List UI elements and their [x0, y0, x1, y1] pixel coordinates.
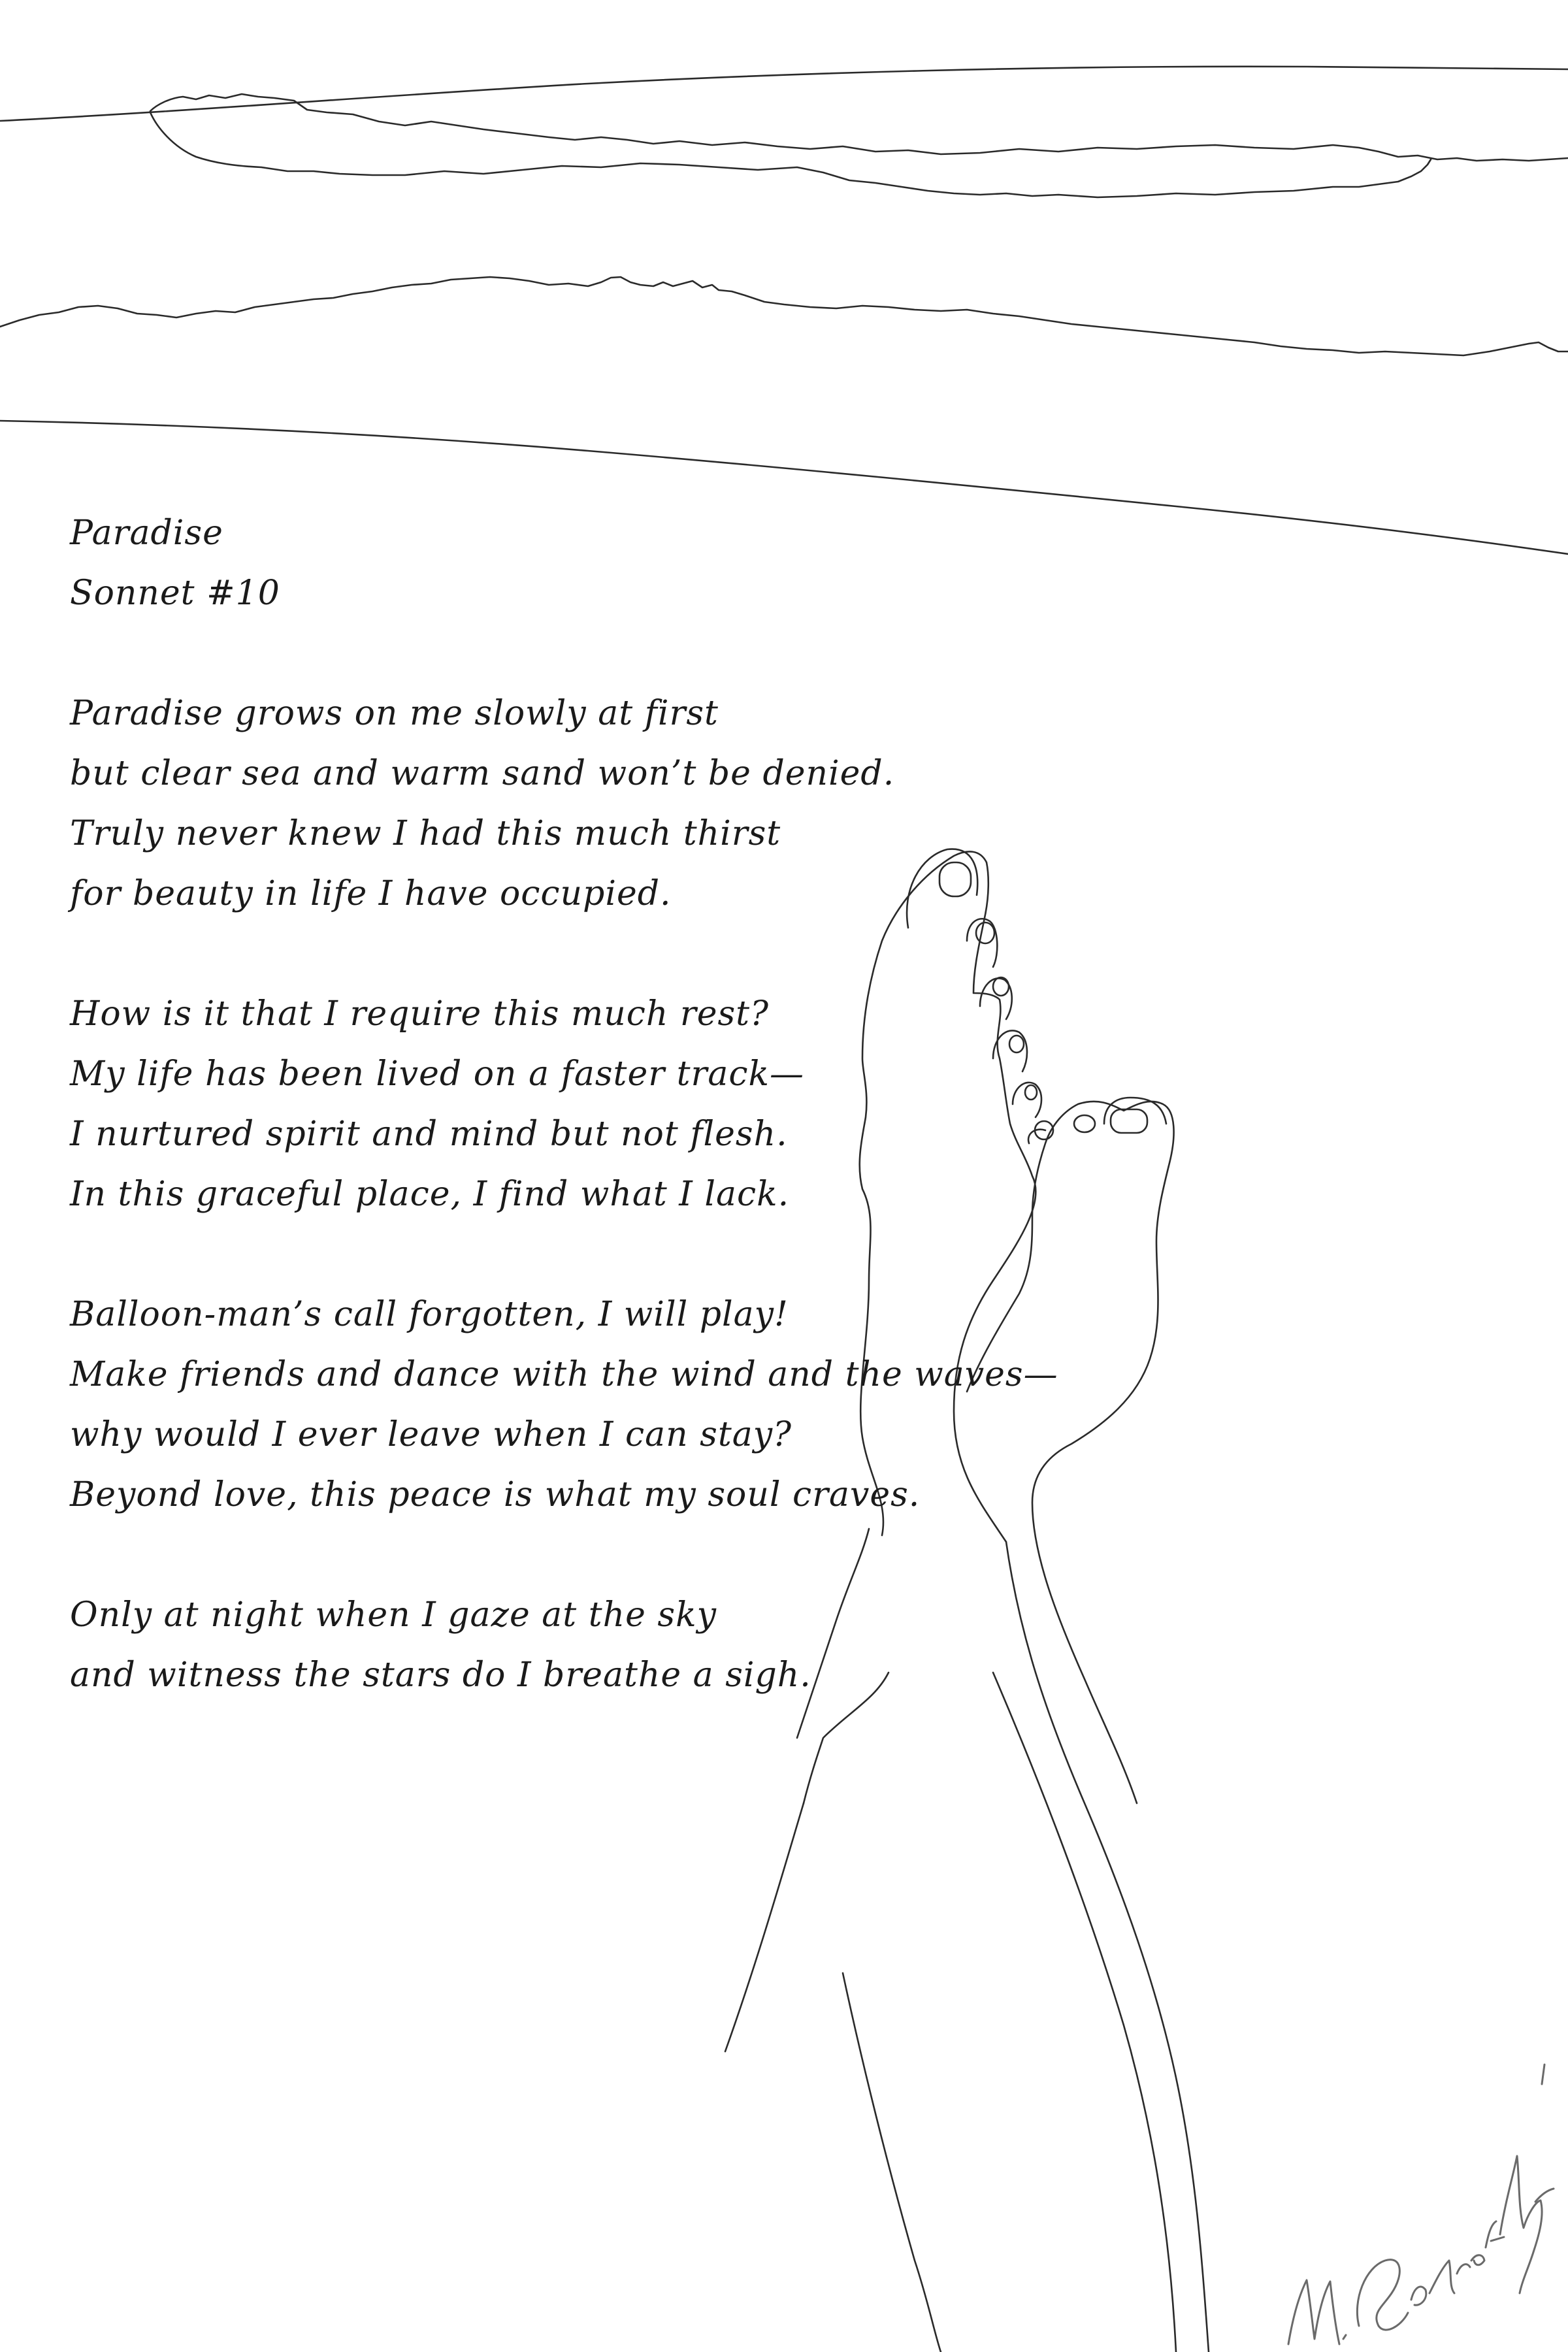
stanza-break [70, 1224, 1181, 1284]
wave-crest-lower [0, 277, 1568, 355]
poem-line: Balloon-man’s call forgotten, I will play! [70, 1295, 789, 1334]
poem-line: Only at night when I gaze at the sky [70, 1595, 717, 1635]
poem-line: How is it that I require this much rest? [70, 994, 769, 1034]
wave-crest-upper [150, 94, 1568, 161]
poem-line: My life has been lived on a faster track— [70, 1054, 804, 1094]
poem-line: for beauty in life I have occupied. [70, 874, 672, 913]
stanza-break [70, 623, 1181, 683]
wave-crest-upper-inner [150, 112, 1431, 197]
stanza-couplet [70, 1585, 1181, 1705]
poem-line: In this graceful place, I find what I lack. [70, 1175, 790, 1214]
horizon-line [0, 67, 1568, 121]
stanza-break [70, 1525, 1181, 1585]
stanza-2 [70, 984, 1181, 1224]
poem-line: Truly never knew I had this much thirst [70, 814, 781, 853]
stanza-break [70, 924, 1181, 984]
stanza-1 [70, 683, 1181, 924]
poem-line: Make friends and dance with the wind and the waves— [70, 1355, 1058, 1394]
poem-line: Beyond love, this peace is what my soul craves. [70, 1475, 921, 1514]
right-leg-inner [725, 1803, 804, 2051]
poem-line: and witness the stars do I breathe a sigh. [70, 1656, 811, 1695]
poem-line: why would I ever leave when I can stay? [70, 1415, 792, 1454]
leg-lower-left-line [843, 1973, 941, 2352]
poem [70, 503, 1181, 1705]
poem-line: but clear sea and warm sand won’t be denied. [70, 754, 895, 793]
poem-title: Paradise [70, 514, 223, 553]
stanza-3 [70, 1284, 1181, 1525]
artist-signature [1281, 1986, 1555, 2352]
poem-subtitle: Sonnet #10 [70, 574, 280, 613]
leg-lower-right-line [993, 1673, 1176, 2352]
poem-line: Paradise grows on me slowly at first [70, 694, 719, 733]
poem-line: I nurtured spirit and mind but not flesh. [70, 1115, 788, 1154]
